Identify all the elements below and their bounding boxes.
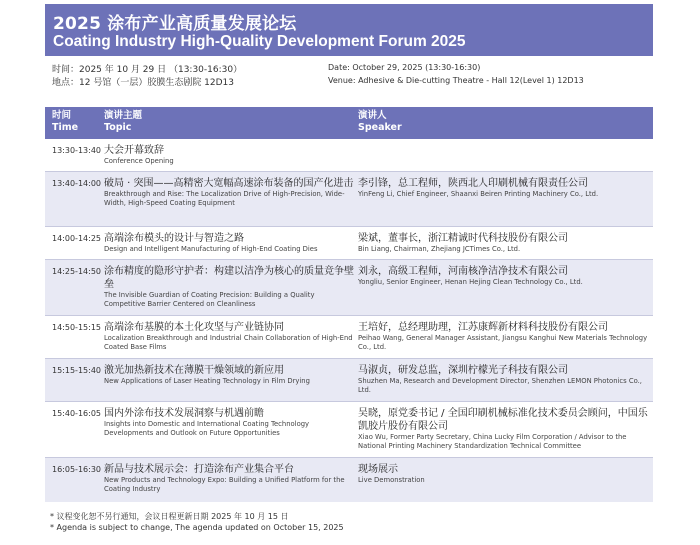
table-row	[45, 316, 653, 359]
topic-zh: 大会开幕致辞	[104, 145, 164, 156]
speaker-en: Yongliu, Senior Engineer, Henan Hejing Clean Technology Co., Ltd.	[358, 278, 583, 286]
row-time: 14:00-14:25	[52, 234, 101, 243]
topic-zh: 高端涂布基膜的本土化攻坚与产业链协同	[104, 322, 284, 333]
table-row	[45, 172, 653, 227]
topic-en: New Products and Technology Expo: Building a Unified Platform for the Coating Industry	[104, 476, 345, 493]
table-row	[45, 402, 653, 458]
footnote-zh: * 议程变化恕不另行通知，会议日程更新日期 2025 年 10 月 15 日	[50, 512, 289, 521]
topic-en: Design and Intelligent Manufacturing of High-End Coating Dies	[104, 245, 318, 253]
topic-en: Localization Breakthrough and Industrial Chain Collaboration of High-End Coated Base Films	[104, 334, 353, 351]
row-time: 15:40-16:05	[52, 409, 101, 418]
footnote-en: * Agenda is subject to change, The agenda updated on October 15, 2025	[50, 523, 344, 532]
row-time: 14:50-15:15	[52, 323, 101, 332]
speaker-en: Peihao Wang, General Manager Assistant, Jiangsu Kanghui New Materials Technology Co., Ltd.	[358, 334, 648, 351]
row-time: 15:15-15:40	[52, 366, 101, 375]
topic-zh: 破局 · 突围——高精密大宽幅高速涂布装备的国产化进击	[104, 178, 354, 189]
speaker-zh: 吴晓，原党委书记 / 全国印刷机械标准化技术委员会顾问，中国乐凯胶片股份有限公司	[358, 408, 648, 432]
topic-en: Insights into Domestic and International Coating Technology Developments and Outlook on Future Opportunities	[104, 420, 310, 437]
speaker-en: YinFeng Li, Chief Engineer, Shaanxi Beiren Printing Machinery Co., Ltd.	[358, 190, 599, 198]
row-speaker	[358, 177, 648, 199]
table-header	[45, 107, 653, 139]
venue-zh: 地点：12 号馆（一层）胶膜生态剧院 12D13	[52, 78, 235, 88]
topic-en: The Invisible Guardian of Coating Precision: Building a Quality Competitive Barrier Centered on Cleanliness	[104, 291, 315, 308]
row-topic	[104, 364, 354, 386]
header-time: 时间 Time	[52, 110, 79, 133]
time-zh: 时间：2025 年 10 月 29 日 （13:30-16:30）	[52, 65, 243, 75]
row-topic	[104, 265, 354, 309]
row-speaker	[358, 364, 648, 395]
row-topic	[104, 463, 354, 494]
row-time: 13:30-13:40	[52, 146, 101, 155]
topic-en: Breakthrough and Rise: The Localization Drive of High-Precision, Wide-Width, High-Speed Coating Equipment	[104, 190, 345, 207]
date-en: Date: October 29, 2025 (13:30-16:30)	[328, 63, 481, 72]
speaker-zh: 李引锋，总工程师，陕西北人印刷机械有限责任公司	[358, 178, 588, 189]
topic-zh: 涂布精度的隐形守护者：构建以洁净为核心的质量竞争壁垒	[104, 266, 354, 290]
title-banner	[45, 4, 653, 56]
speaker-en: Shuzhen Ma, Research and Development Director, Shenzhen LEMON Photonics Co., Ltd.	[358, 377, 642, 394]
speaker-zh: 现场展示	[358, 464, 398, 475]
topic-en: New Applications of Laser Heating Technology in Film Drying	[104, 377, 310, 385]
row-speaker	[358, 265, 648, 287]
venue-en: Venue: Adhesive & Die-cutting Theatre - Hall 12(Level 1) 12D13	[328, 76, 584, 85]
title-zh: 2025 涂布产业高质量发展论坛	[53, 14, 297, 34]
row-topic	[104, 144, 354, 166]
row-speaker	[358, 407, 648, 451]
row-topic	[104, 177, 354, 208]
table-row	[45, 139, 653, 172]
topic-zh: 国内外涂布技术发展洞察与机遇前瞻	[104, 408, 264, 419]
table-row	[45, 458, 653, 502]
row-topic	[104, 321, 354, 352]
row-speaker	[358, 232, 648, 254]
row-topic	[104, 232, 354, 254]
agenda-table	[45, 107, 653, 502]
speaker-zh: 马淑贞，研发总监，深圳柠檬光子科技有限公司	[358, 365, 568, 376]
title-en: Coating Industry High-Quality Development Forum 2025	[53, 33, 466, 50]
table-row	[45, 260, 653, 316]
table-row	[45, 227, 653, 260]
row-speaker	[358, 321, 648, 352]
row-time: 16:05-16:30	[52, 465, 101, 474]
topic-en: Conference Opening	[104, 157, 174, 165]
table-row	[45, 359, 653, 402]
header-topic: 演讲主题 Topic	[104, 110, 143, 133]
speaker-en: Xiao Wu, Former Party Secretary, China Lucky Film Corporation / Advisor to the National Printing Machinery Standardization Technical Committee	[358, 433, 627, 450]
topic-zh: 新品与技术展示会：打造涂布产业集合平台	[104, 464, 294, 475]
topic-zh: 高端涂布模头的设计与智造之路	[104, 233, 244, 244]
speaker-en: Live Demonstration	[358, 476, 425, 484]
speaker-en: Bin Liang, Chairman, Zhejiang JCTimes Co., Ltd.	[358, 245, 521, 253]
row-speaker	[358, 463, 648, 485]
speaker-zh: 刘永，高级工程师，河南核净洁净技术有限公司	[358, 266, 568, 277]
row-time: 13:40-14:00	[52, 179, 101, 188]
speaker-zh: 王培好，总经理助理，江苏康辉新材料科技股份有限公司	[358, 322, 608, 333]
topic-zh: 激光加热新技术在薄膜干燥领域的新应用	[104, 365, 284, 376]
speaker-zh: 梁斌，董事长，浙江精诚时代科技股份有限公司	[358, 233, 568, 244]
row-time: 14:25-14:50	[52, 267, 101, 276]
row-topic	[104, 407, 354, 438]
header-speaker: 演讲人 Speaker	[358, 110, 402, 133]
